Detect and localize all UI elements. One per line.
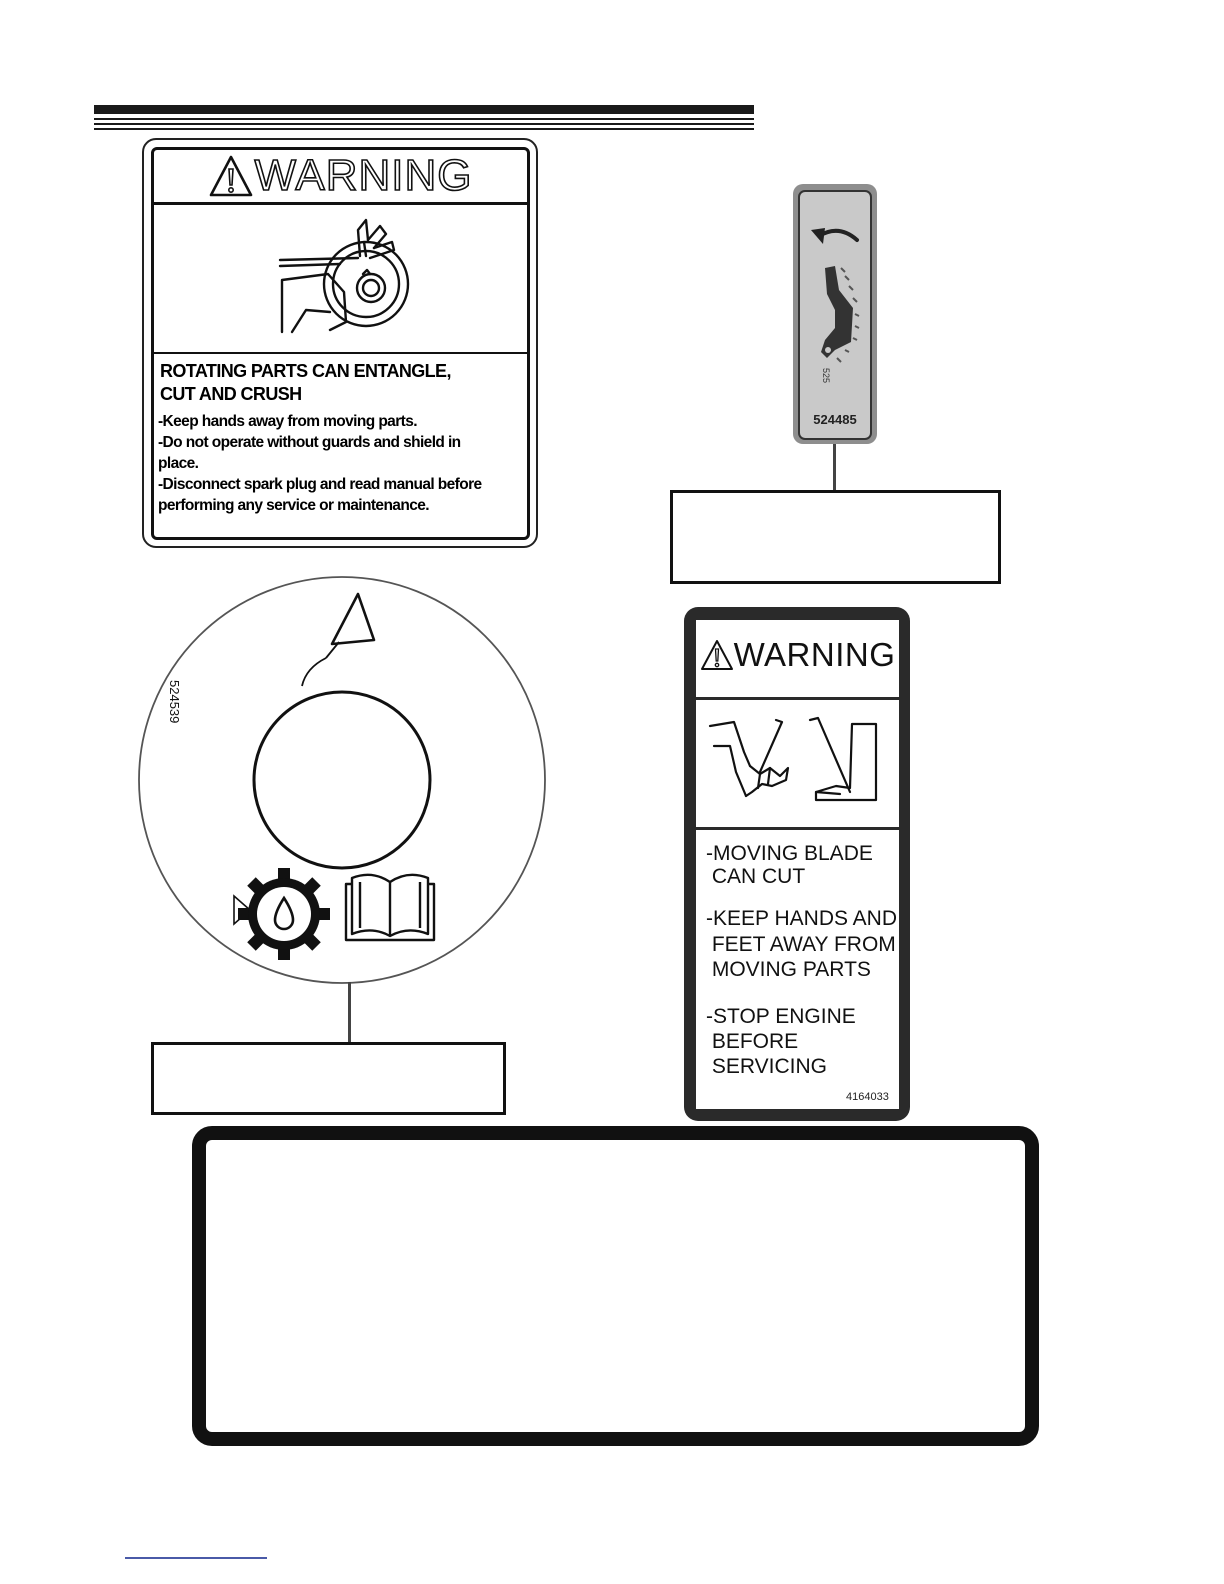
rotation-decal-callout-box xyxy=(670,490,1001,584)
rotating-parts-instruction-4: -Disconnect spark plug and read manual before xyxy=(158,476,482,493)
rotating-parts-separator xyxy=(154,352,527,354)
rotating-parts-instruction-1: -Keep hands away from moving parts. xyxy=(158,413,417,430)
header-rule-thin-2 xyxy=(94,123,754,125)
moving-blade-text-2: CAN CUT xyxy=(706,865,806,888)
rotating-parts-decal-header xyxy=(154,150,527,205)
moving-blade-text-5: MOVING PARTS xyxy=(706,958,871,981)
hand-and-foot-blade-icon xyxy=(700,712,895,822)
moving-blade-text-6: -STOP ENGINE xyxy=(706,1005,856,1028)
moving-blade-text-3: -KEEP HANDS AND xyxy=(706,907,897,930)
rotation-decal-part-number: 524485 xyxy=(813,412,857,427)
manual-book-icon xyxy=(346,875,434,940)
footer-link-underline[interactable] xyxy=(125,1557,267,1559)
moving-blade-text-1: -MOVING BLADE xyxy=(706,842,873,865)
rotation-decal-leader-line xyxy=(833,444,836,492)
round-decal-leader-line xyxy=(348,982,351,1044)
round-decal xyxy=(136,574,548,986)
moving-blade-text-8: SERVICING xyxy=(706,1055,827,1078)
rotating-parts-heading xyxy=(160,360,520,406)
moving-blade-warning-title: WARNING xyxy=(733,636,896,673)
rotating-parts-instruction-2: -Do not operate without guards and shield in xyxy=(158,434,461,451)
moving-blade-decal-header xyxy=(696,638,899,671)
rotation-arrow-blade-icon xyxy=(805,210,865,390)
moving-blade-separator-1 xyxy=(696,697,899,700)
entanglement-hand-roller-icon xyxy=(270,212,420,347)
rotating-parts-warning-title: WARNING xyxy=(254,151,473,200)
header-rule-thin-3 xyxy=(94,128,754,130)
rotating-parts-instruction-3: place. xyxy=(158,455,199,472)
svg-text:525: 525 xyxy=(821,368,831,384)
rotating-parts-heading-line-2: CUT AND CRUSH xyxy=(160,384,302,404)
moving-blade-text-7: BEFORE xyxy=(706,1030,799,1053)
header-rule-thin-1 xyxy=(94,118,754,120)
moving-blade-separator-2 xyxy=(696,827,899,830)
round-decal-callout-box xyxy=(151,1042,506,1115)
warning-triangle-icon xyxy=(700,639,734,671)
rotating-parts-instruction-5: performing any service or maintenance. xyxy=(158,497,429,514)
warning-triangle-icon xyxy=(208,154,254,198)
rotating-parts-heading-line-1: ROTATING PARTS CAN ENTANGLE, xyxy=(160,361,451,381)
notes-box xyxy=(192,1126,1039,1446)
moving-blade-part-number: 4164033 xyxy=(846,1091,889,1103)
moving-blade-text-4: FEET AWAY FROM xyxy=(706,933,896,956)
header-rule-thick xyxy=(94,105,754,114)
round-decal-part-number: 524539 xyxy=(167,680,182,724)
